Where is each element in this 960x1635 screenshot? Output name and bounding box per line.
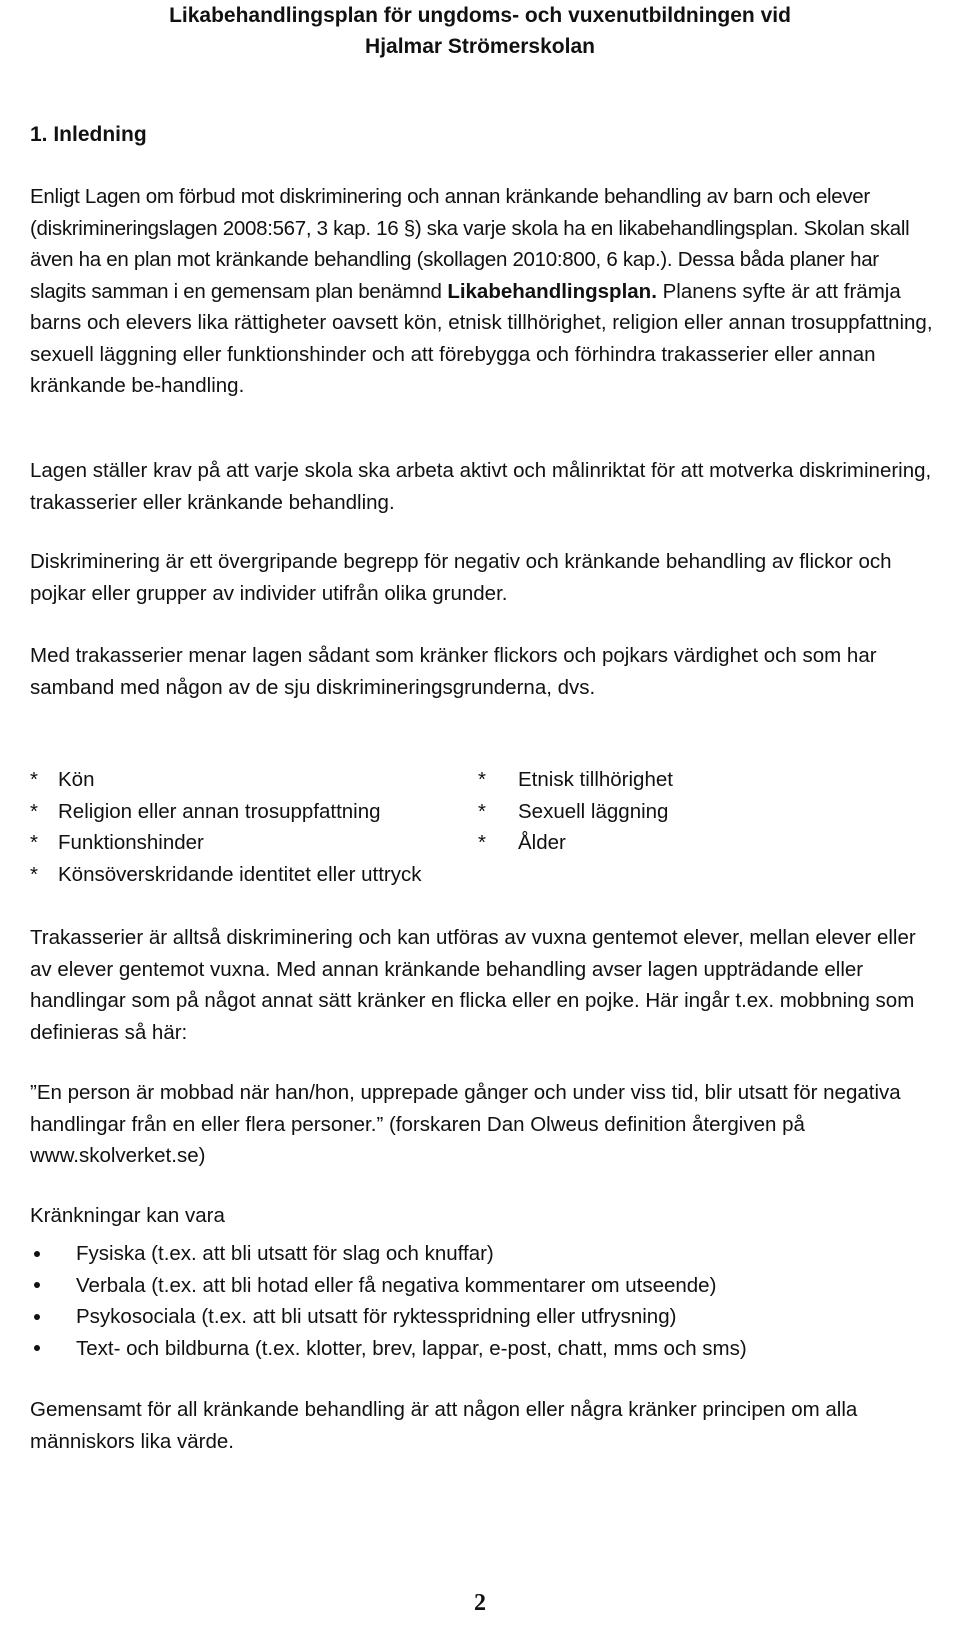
paragraph-discrimination: Diskriminering är ett övergripande begrepp för negativ och kränkande behandling av flickor och pojkar eller grupper av individer utifrån olika grunder. [30,550,892,605]
list-intro: Kränkningar kan vara [30,1204,225,1227]
ground-item: * Ålder [478,831,566,854]
document-title [0,0,960,62]
bullet-icon [34,1251,40,1257]
list-item: Psykosociala (t.ex. att bli utsatt för ryktesspridning eller utfrysning) [30,1301,940,1333]
ground-item: * Etnisk tillhörighet [478,768,673,791]
title-line-2: Hjalmar Strömerskolan [365,35,595,58]
list-item: Fysiska (t.ex. att bli utsatt för slag och knuffar) [30,1238,940,1270]
ground-item: * Kön [30,768,95,791]
quote-definition: ”En person är mobbad när han/hon, upprepade gånger och under viss tid, blir utsatt för negativa handlingar från en eller flera personer.” (forskaren Dan Olweus definition återgiven på www.skolverket.se) [30,1081,901,1167]
paragraph-bullying-intro: Trakasserier är alltså diskriminering och kan utföras av vuxna gentemot elever, mellan elever eller av elever gentemot vuxna. Med annan kränkande behandling avser lagen uppträdande eller handlingar som på något annat sätt kränker en flicka eller en pojke. Här ingår t.ex. mobbning som definieras så här: [30,926,916,1044]
ground-item: * Sexuell läggning [478,799,669,823]
ground-item: * Religion eller annan trosuppfattning [30,799,381,823]
paragraph-common-principle: Gemensamt för all kränkande behandling är att någon eller några kränker principen om alla människors lika värde. [30,1398,858,1453]
intro-bold-term: Likabehandlingsplan. [447,279,657,303]
violation-types-list [30,1238,940,1364]
intro-text-1: Enligt Lagen om förbud mot diskriminering och annan kränkande behandling av barn och elever (diskrimineringslagen 2008:567, 3 kap. 16 §) ska varje skola ha en likabehandlingsplan. Skolan skall även ha en plan mot kränkande behandling (skollagen 2010:800, 6 kap.). Dessa båda planer har slagits samman i en gemensam plan benämnd [30,185,910,303]
grounds-left-column [30,764,422,890]
bullet-icon [34,1345,40,1351]
paragraph-harassment: Med trakasserier menar lagen sådant som kränker flickors och pojkars värdighet och som har samband med någon av de sju diskrimineringsgrunderna, dvs. [30,644,877,699]
intro-paragraph [30,181,940,402]
bullet-icon [34,1314,40,1320]
intro-text-2: Planens syfte är att främja barns och elevers lika rättigheter oavsett kön, etnisk tillhörighet, religion eller annan trosuppfattning, sexuell läggning eller funktionshinder och att förebygga och förhindra trakasserier eller annan kränkande be-handling. [30,279,933,397]
grounds-right-column [478,764,673,859]
list-item: Verbala (t.ex. att bli hotad eller få negativa kommentarer om utseende) [30,1270,940,1302]
list-item: Text- och bildburna (t.ex. klotter, brev, lappar, e-post, chatt, mms och sms) [30,1333,940,1365]
section-heading: 1. Inledning [30,123,147,146]
paragraph-law-requirements: Lagen ställer krav på att varje skola ska arbeta aktivt och målinriktat för att motverka diskriminering, trakasserier eller kränkande behandling. [30,459,932,514]
ground-item: * Funktionshinder [30,831,204,854]
page-number: 2 [474,1590,486,1616]
title-line-1: Likabehandlingsplan för ungdoms- och vuxenutbildningen vid [169,4,791,27]
ground-item: * Könsöverskridande identitet eller uttryck [30,862,422,886]
bullet-icon [34,1282,40,1288]
